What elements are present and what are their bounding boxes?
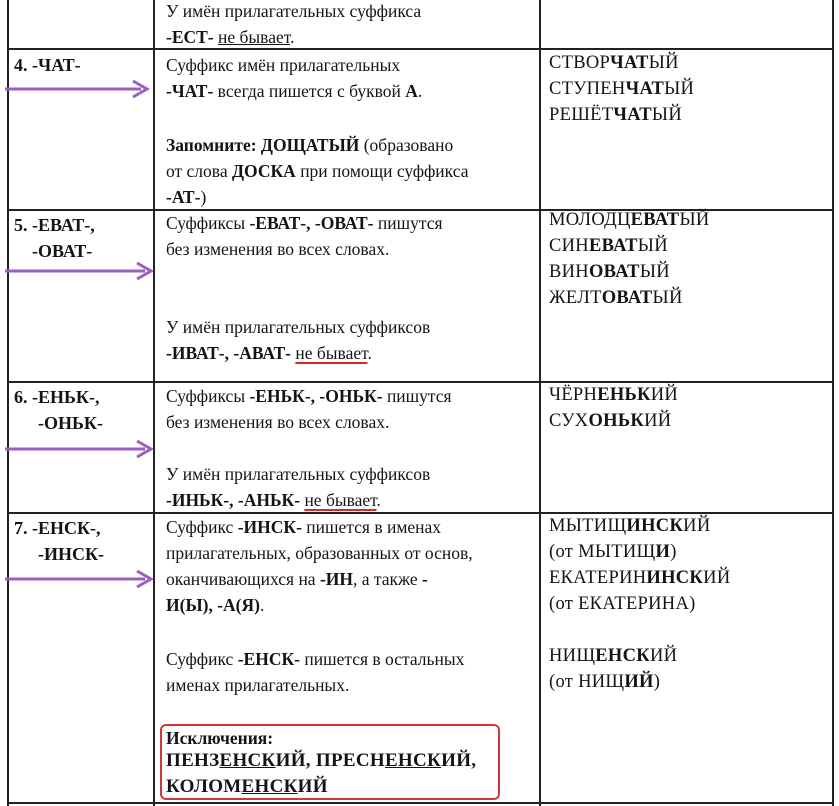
row4-remember bbox=[166, 132, 468, 210]
example-word: ЕКАТЕРИНИНСКИЙ bbox=[549, 568, 731, 588]
row6-rule bbox=[166, 383, 452, 435]
arrow-icon bbox=[5, 568, 157, 590]
ending-in: -ИН bbox=[319, 569, 354, 589]
row4-examples bbox=[549, 50, 694, 128]
row7-dash: - bbox=[422, 569, 428, 589]
exceptions-line2: КОЛОМЕНСКИЙ bbox=[166, 776, 328, 797]
row5-label-line2: -ОВАТ- bbox=[32, 241, 93, 261]
suffix-ink: -ИНЬК-, bbox=[166, 490, 234, 510]
remember-doska: ДОСКА bbox=[231, 161, 296, 181]
row5-note-line1: У имён прилагательных суффиксов bbox=[166, 317, 431, 337]
example-word: НИЩЕНСКИЙ bbox=[549, 646, 678, 666]
remember-at: -АТ- bbox=[166, 187, 201, 207]
row6-rule-text: пишутся bbox=[386, 386, 452, 406]
top-rule-line1: У имён прилагательных суффикса bbox=[166, 1, 422, 21]
suffix-ovat: -ОВАТ- bbox=[314, 213, 374, 233]
top-rule-negation: не бывает bbox=[218, 27, 291, 47]
row7-rule-line3: оканчивающихся на bbox=[166, 569, 316, 589]
exceptions-title: Исключения: bbox=[166, 728, 274, 748]
row6-note: У имён прилагательных суффиксов -ИНЬК-, -АНЬК- не бывает. bbox=[166, 464, 431, 510]
remember-close: ) bbox=[200, 187, 207, 207]
example-word: ЖЕЛТОВАТЫЙ bbox=[549, 288, 683, 308]
example-origin: (от МЫТИЩИ) bbox=[549, 542, 677, 562]
example-word: МЫТИЩИНСКИЙ bbox=[549, 516, 711, 536]
exceptions-line1: ПЕНЗЕНСКИЙ, ПРЕСНЕНСКИЙ, bbox=[166, 750, 477, 771]
top-rule-est: -ЕСТ- bbox=[166, 27, 214, 47]
row4-rule-line1: Суффикс имён прилагательных bbox=[166, 55, 401, 75]
row7-rule-text: Суффикс bbox=[166, 517, 234, 537]
column-divider-2 bbox=[539, 0, 541, 806]
suffix-ivat: -ИВАТ-, bbox=[166, 343, 229, 363]
row5-label-line1: 5. -ЕВАТ-, bbox=[14, 215, 95, 235]
row7-label-line2: -ИНСК- bbox=[38, 544, 105, 564]
row5-rule-text: пишутся bbox=[377, 213, 443, 233]
arrow-icon bbox=[5, 78, 157, 100]
row4-rule: Суффикс имён прилагательных -ЧАТ- всегда пишется с буквой А. bbox=[166, 55, 423, 101]
remember-line2b: при помощи суффикса bbox=[300, 161, 469, 181]
row7-rule2-text: пишется в остальных bbox=[304, 649, 465, 669]
endings-i-y-a-ya: И(Ы), -А(Я) bbox=[166, 595, 260, 615]
row6-examples bbox=[549, 382, 678, 434]
row6-label-line1: 6. -ЕНЬК-, bbox=[14, 387, 100, 407]
example-word: СТУПЕНЧАТЫЙ bbox=[549, 79, 695, 99]
row7-rule2-text: Суффикс bbox=[166, 649, 234, 669]
remember-word: ДОЩАТЫЙ bbox=[260, 135, 360, 155]
row4-suffix-chat: -ЧАТ- bbox=[166, 81, 214, 101]
row7-rule-text: пишется в именах bbox=[306, 517, 442, 537]
table-border-left bbox=[7, 0, 9, 806]
example-word: ЧЁРНЕНЬКИЙ bbox=[549, 385, 679, 405]
column-divider-1 bbox=[153, 0, 155, 806]
arrow-icon bbox=[5, 260, 157, 282]
arrow-icon bbox=[5, 438, 157, 460]
row4-label: 4. -ЧАТ- bbox=[14, 55, 81, 75]
row6-label-line2: -ОНЬК- bbox=[38, 413, 103, 433]
suffix-onk: -ОНЬК- bbox=[319, 386, 383, 406]
row5-negation: не бывает bbox=[295, 343, 368, 363]
row6-note-line1: У имён прилагательных суффиксов bbox=[166, 464, 431, 484]
example-word: СИНЕВАТЫЙ bbox=[549, 236, 668, 256]
row7-label-line1: 7. -ЕНСК-, bbox=[14, 518, 101, 538]
example-origin: (от ЕКАТЕРИНА) bbox=[549, 594, 696, 614]
row7-rule-line2: прилагательных, образованных от основ, bbox=[166, 543, 473, 563]
row5-examples bbox=[549, 207, 710, 311]
example-word: РЕШЁТЧАТЫЙ bbox=[549, 105, 683, 125]
suffix-enk: -ЕНЬК-, bbox=[249, 386, 316, 406]
row4-letter: А bbox=[405, 81, 418, 101]
row7-rule2 bbox=[166, 646, 464, 698]
example-word: СТВОРЧАТЫЙ bbox=[549, 53, 679, 73]
row6-rule-line2: без изменения во всех словах. bbox=[166, 412, 390, 432]
row7-rule2-line2: именах прилагательных. bbox=[166, 675, 350, 695]
row5-rule-line2: без изменения во всех словах. bbox=[166, 239, 390, 259]
row5-note: У имён прилагательных суффиксов -ИВАТ-, -АВАТ- не бывает. bbox=[166, 317, 431, 363]
row-divider bbox=[7, 802, 833, 804]
row7-rule-line3b: , а также bbox=[353, 569, 418, 589]
suffix-avat: -АВАТ- bbox=[233, 343, 292, 363]
remember-line2a: от слова bbox=[166, 161, 228, 181]
row6-negation: не бывает bbox=[304, 490, 377, 510]
top-rule-text: У имён прилагательных суффикса -ЕСТ- не бывает. bbox=[166, 1, 422, 47]
row7-dot: . bbox=[259, 595, 265, 615]
suffix-ank: -АНЬК- bbox=[237, 490, 301, 510]
row6-label bbox=[14, 384, 103, 436]
row4-rule-line2: всегда пишется с буквой bbox=[217, 81, 401, 101]
row7-rule bbox=[166, 514, 473, 618]
remember-rest: (образовано bbox=[363, 135, 454, 155]
row5-rule-text: Суффиксы bbox=[166, 213, 246, 233]
table-border-right bbox=[832, 0, 834, 806]
example-word: МОЛОДЦЕВАТЫЙ bbox=[549, 210, 710, 230]
suffix-evat: -ЕВАТ-, bbox=[249, 213, 311, 233]
remember-label: Запомните: bbox=[166, 135, 257, 155]
example-word: СУХОНЬКИЙ bbox=[549, 411, 672, 431]
row5-label bbox=[14, 212, 95, 264]
row7-examples bbox=[549, 513, 730, 695]
suffix-ensk: -ЕНСК- bbox=[237, 649, 300, 669]
row6-rule-text: Суффиксы bbox=[166, 386, 246, 406]
example-word: ВИНОВАТЫЙ bbox=[549, 262, 670, 282]
example-origin: (от НИЩИЙ) bbox=[549, 672, 661, 692]
suffix-insk: -ИНСК- bbox=[237, 517, 302, 537]
row5-rule bbox=[166, 210, 443, 262]
row7-label bbox=[14, 515, 104, 567]
